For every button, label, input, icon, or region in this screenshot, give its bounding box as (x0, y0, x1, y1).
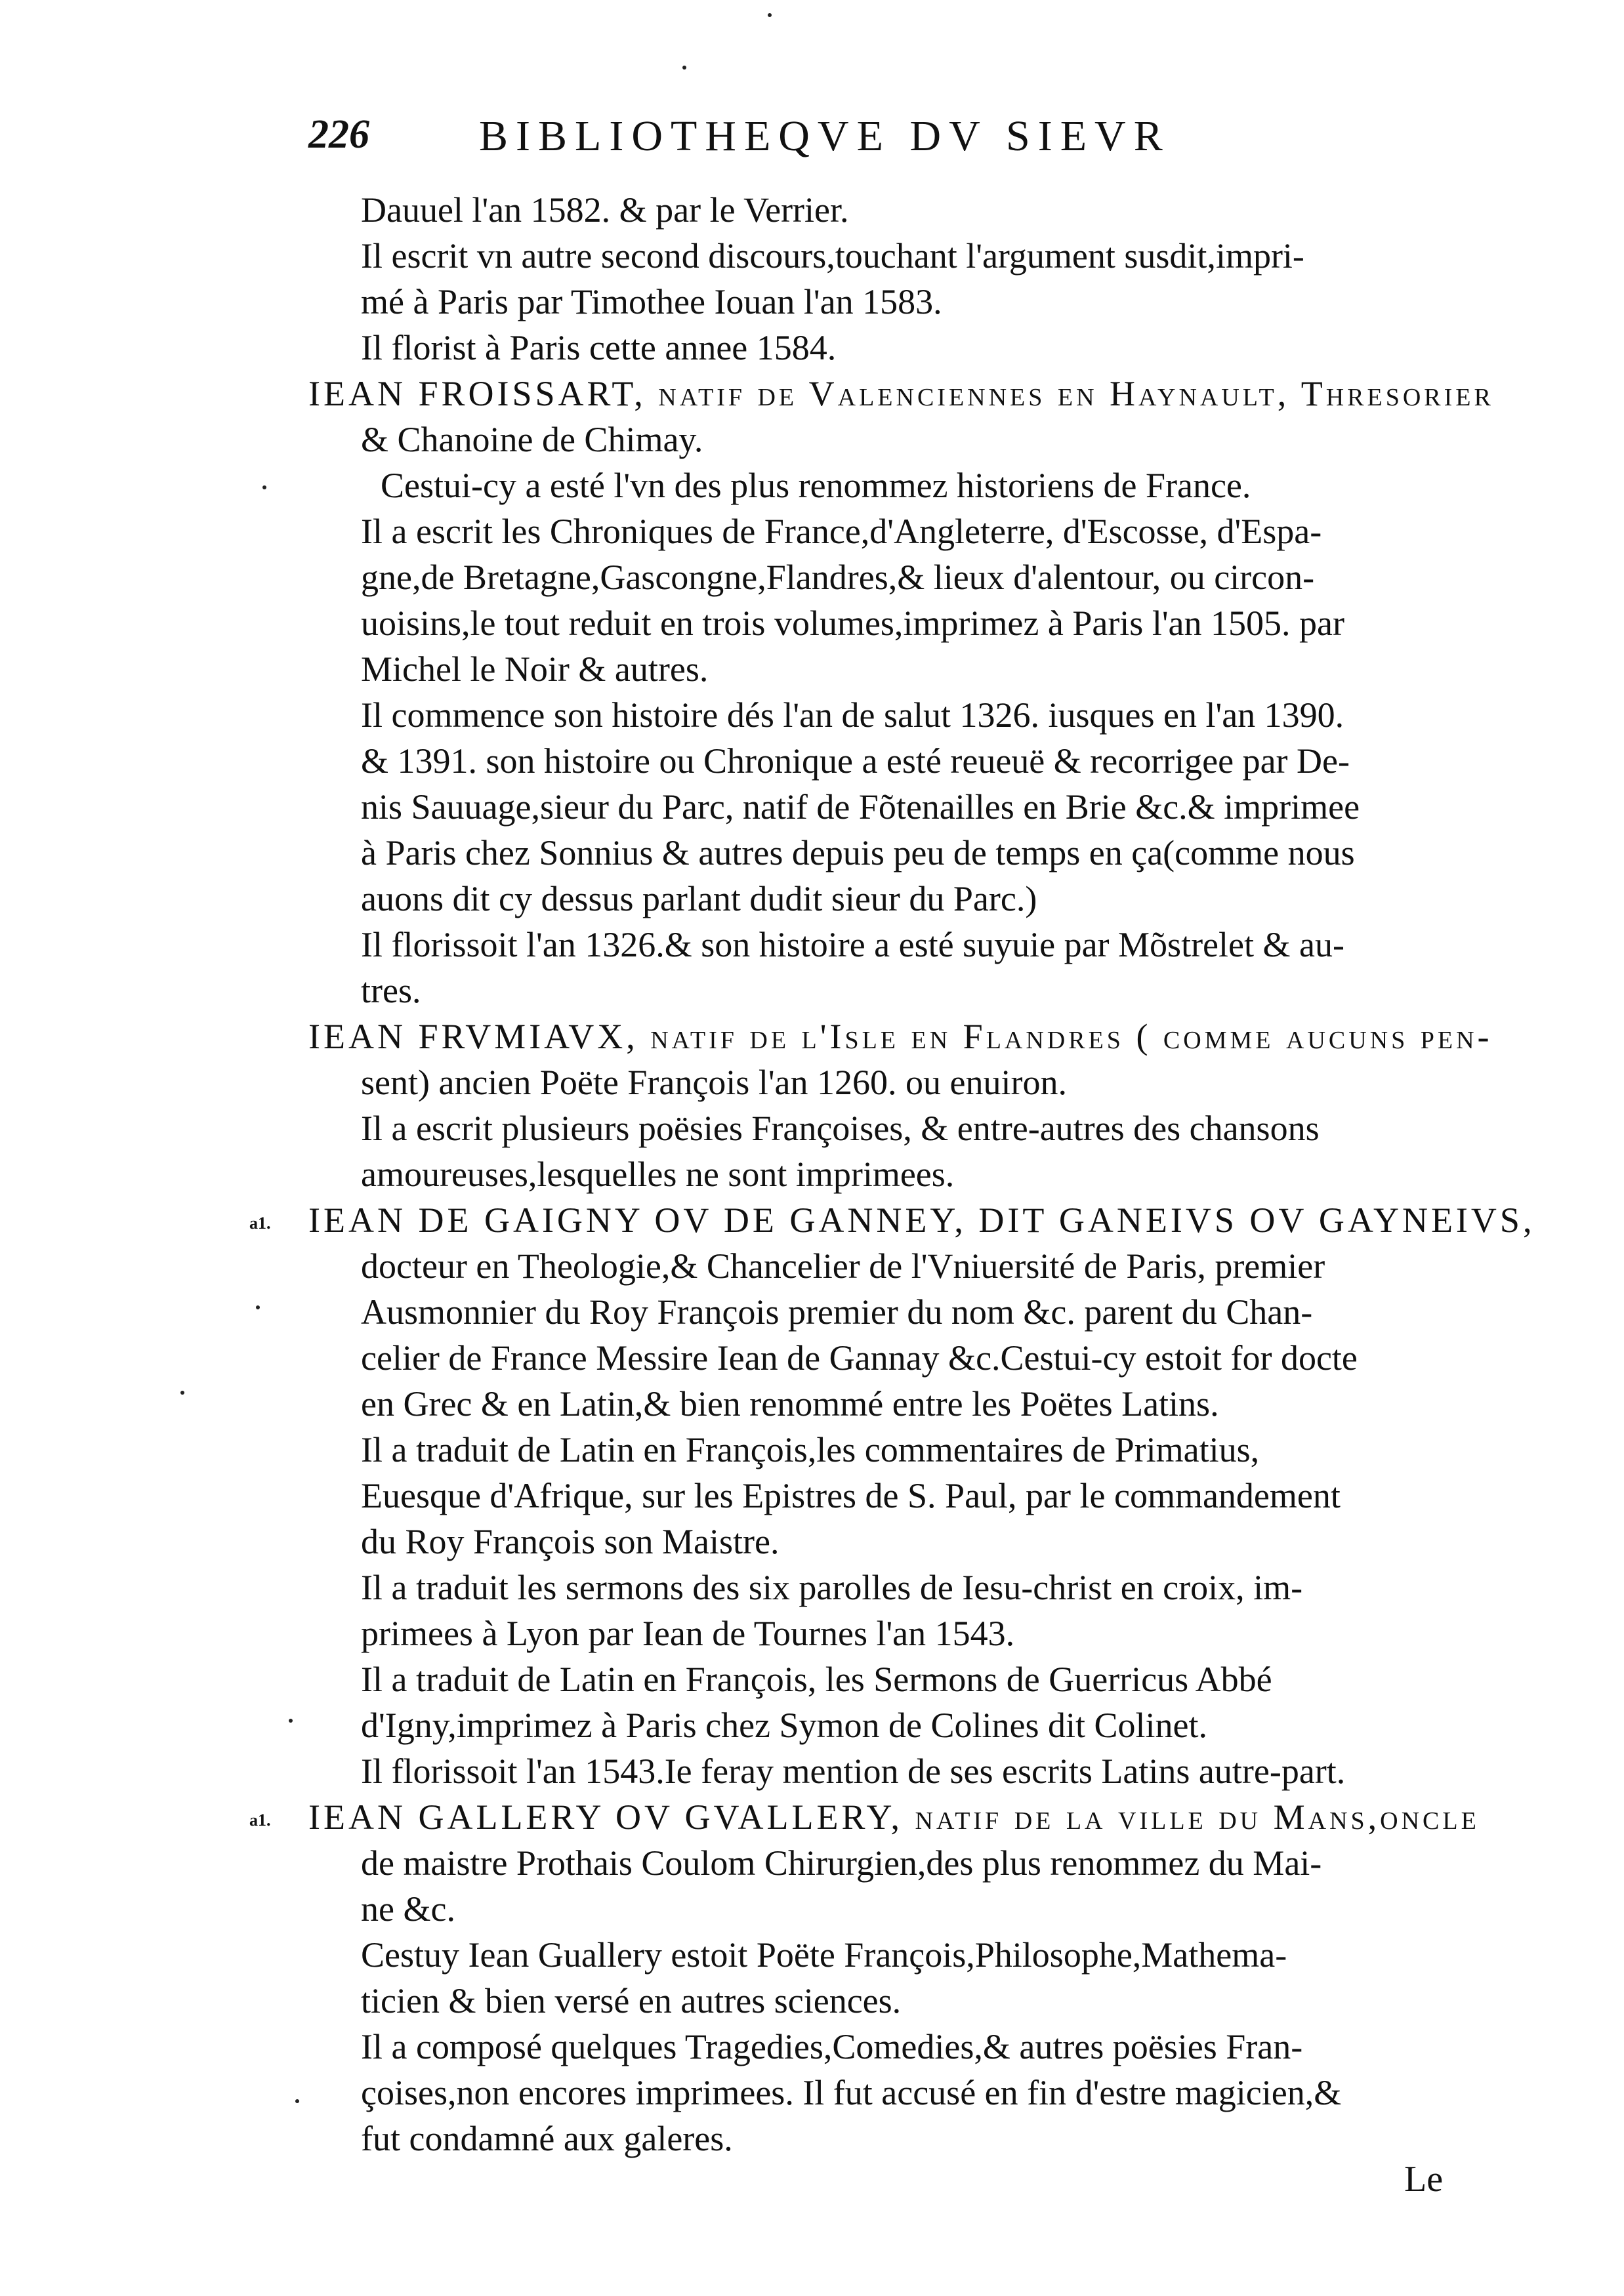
entry-heading-gallery: IEAN GALLERY OV GVALLERY, natif de la ville du Mans,oncle (308, 1797, 1480, 1837)
text-line: d'Igny,imprimez à Paris chez Symon de Colines dit Colinet. (361, 1706, 1208, 1745)
text-line: du Roy François son Maistre. (361, 1522, 780, 1561)
text-line: Cestuy Iean Guallery estoit Poëte François,Philosophe,Mathema- (361, 1935, 1287, 1975)
text-line: ne &c. (361, 1889, 455, 1929)
text-line: amoureuses,lesquelles ne sont imprimees. (361, 1155, 955, 1194)
text-line: Il a escrit plusieurs poësies Françoises, & entre-autres des chansons (361, 1109, 1320, 1148)
page-header (308, 112, 1437, 171)
entry-heading-froissart: IEAN FROISSART, natif de Valenciennes en Haynault, Thresorier (308, 374, 1494, 413)
text-line: Ausmonnier du Roy François premier du nom &c. parent du Chan- (361, 1292, 1313, 1332)
text-line: Dauuel l'an 1582. & par le Verrier. (361, 190, 849, 230)
page-number: 226 (308, 112, 369, 157)
margin-note: a1. (249, 1214, 271, 1233)
ink-speck (180, 1391, 184, 1395)
text-line: Michel le Noir & autres. (361, 649, 709, 689)
text-line: primees à Lyon par Iean de Tournes l'an 1543. (361, 1614, 1015, 1653)
ink-speck (295, 2099, 299, 2103)
text-line: de maistre Prothais Coulom Chirurgien,des plus renommez du Mai- (361, 1843, 1322, 1883)
text-line: mé à Paris par Timothee Iouan l'an 1583. (361, 282, 942, 321)
text-line: Euesque d'Afrique, sur les Epistres de S. Paul, par le commandement (361, 1476, 1341, 1515)
ink-speck (289, 1719, 293, 1723)
entry-heading-gaigny: IEAN DE GAIGNY OV DE GANNEY, DIT GANEIVS OV GAYNEIVS, (308, 1200, 1535, 1240)
text-line: sent) ancien Poëte François l'an 1260. ou enuiron. (361, 1063, 1067, 1102)
text-line: Il commence son histoire dés l'an de salut 1326. iusques en l'an 1390. (361, 695, 1344, 735)
text-line: à Paris chez Sonnius & autres depuis peu de temps en ça(comme nous (361, 833, 1355, 872)
ink-speck (768, 13, 772, 17)
margin-note: a1. (249, 1811, 271, 1830)
text-line: Il a composé quelques Tragedies,Comedies,& autres poësies Fran- (361, 2027, 1303, 2066)
ink-speck (682, 66, 686, 70)
text-line: Cestui-cy a esté l'vn des plus renommez historiens de France. (381, 466, 1251, 505)
text-line: gne,de Bretagne,Gascongne,Flandres,& lieux d'alentour, ou circon- (361, 558, 1315, 597)
text-line: auons dit cy dessus parlant dudit sieur du Parc.) (361, 879, 1037, 918)
text-line: çoises,non encores imprimees. Il fut accusé en fin d'estre magicien,& (361, 2073, 1342, 2112)
ink-speck (256, 1305, 260, 1309)
text-line: Il florist à Paris cette annee 1584. (361, 328, 837, 367)
text-line: docteur en Theologie,& Chancelier de l'Vniuersité de Paris, premier (361, 1246, 1325, 1286)
text-line: celier de France Messire Iean de Gannay &c.Cestui-cy estoit for docte (361, 1338, 1358, 1378)
text-line: Il a traduit les sermons des six parolles de Iesu-christ en croix, im- (361, 1568, 1303, 1607)
running-head: BIBLIOTHEQVE DV SIEVR (479, 112, 1171, 160)
text-line: nis Sauuage,sieur du Parc, natif de Fõtenailles en Brie &c.& imprimee (361, 787, 1360, 827)
text-line: Il escrit vn autre second discours,touchant l'argument susdit,impri- (361, 236, 1304, 276)
entry-heading-frumiaux: IEAN FRVMIAVX, natif de l'Isle en Flandres ( comme aucuns pen- (308, 1017, 1493, 1056)
ink-speck (262, 485, 266, 489)
catchword: Le (1404, 2159, 1444, 2200)
text-line: fut condamné aux galeres. (361, 2119, 733, 2158)
text-line: Il a escrit les Chroniques de France,d'Angleterre, d'Escosse, d'Espa- (361, 512, 1322, 551)
text-line: & Chanoine de Chimay. (361, 420, 703, 459)
text-line: Il florissoit l'an 1543.Ie feray mention de ses escrits Latins autre-part. (361, 1752, 1346, 1791)
text-line: Il a traduit de Latin en François, les Sermons de Guerricus Abbé (361, 1660, 1272, 1699)
text-line: & 1391. son histoire ou Chronique a esté reueuë & recorrigee par De- (361, 741, 1350, 781)
text-line: uoisins,le tout reduit en trois volumes,imprimez à Paris l'an 1505. par (361, 604, 1344, 643)
text-line: Il a traduit de Latin en François,les commentaires de Primatius, (361, 1430, 1260, 1469)
text-line: en Grec & en Latin,& bien renommé entre les Poëtes Latins. (361, 1384, 1219, 1424)
text-line: ticien & bien versé en autres sciences. (361, 1981, 902, 2020)
text-line: Il florissoit l'an 1326.& son histoire a esté suyuie par Mõstrelet & au- (361, 925, 1344, 964)
text-line: tres. (361, 971, 421, 1010)
